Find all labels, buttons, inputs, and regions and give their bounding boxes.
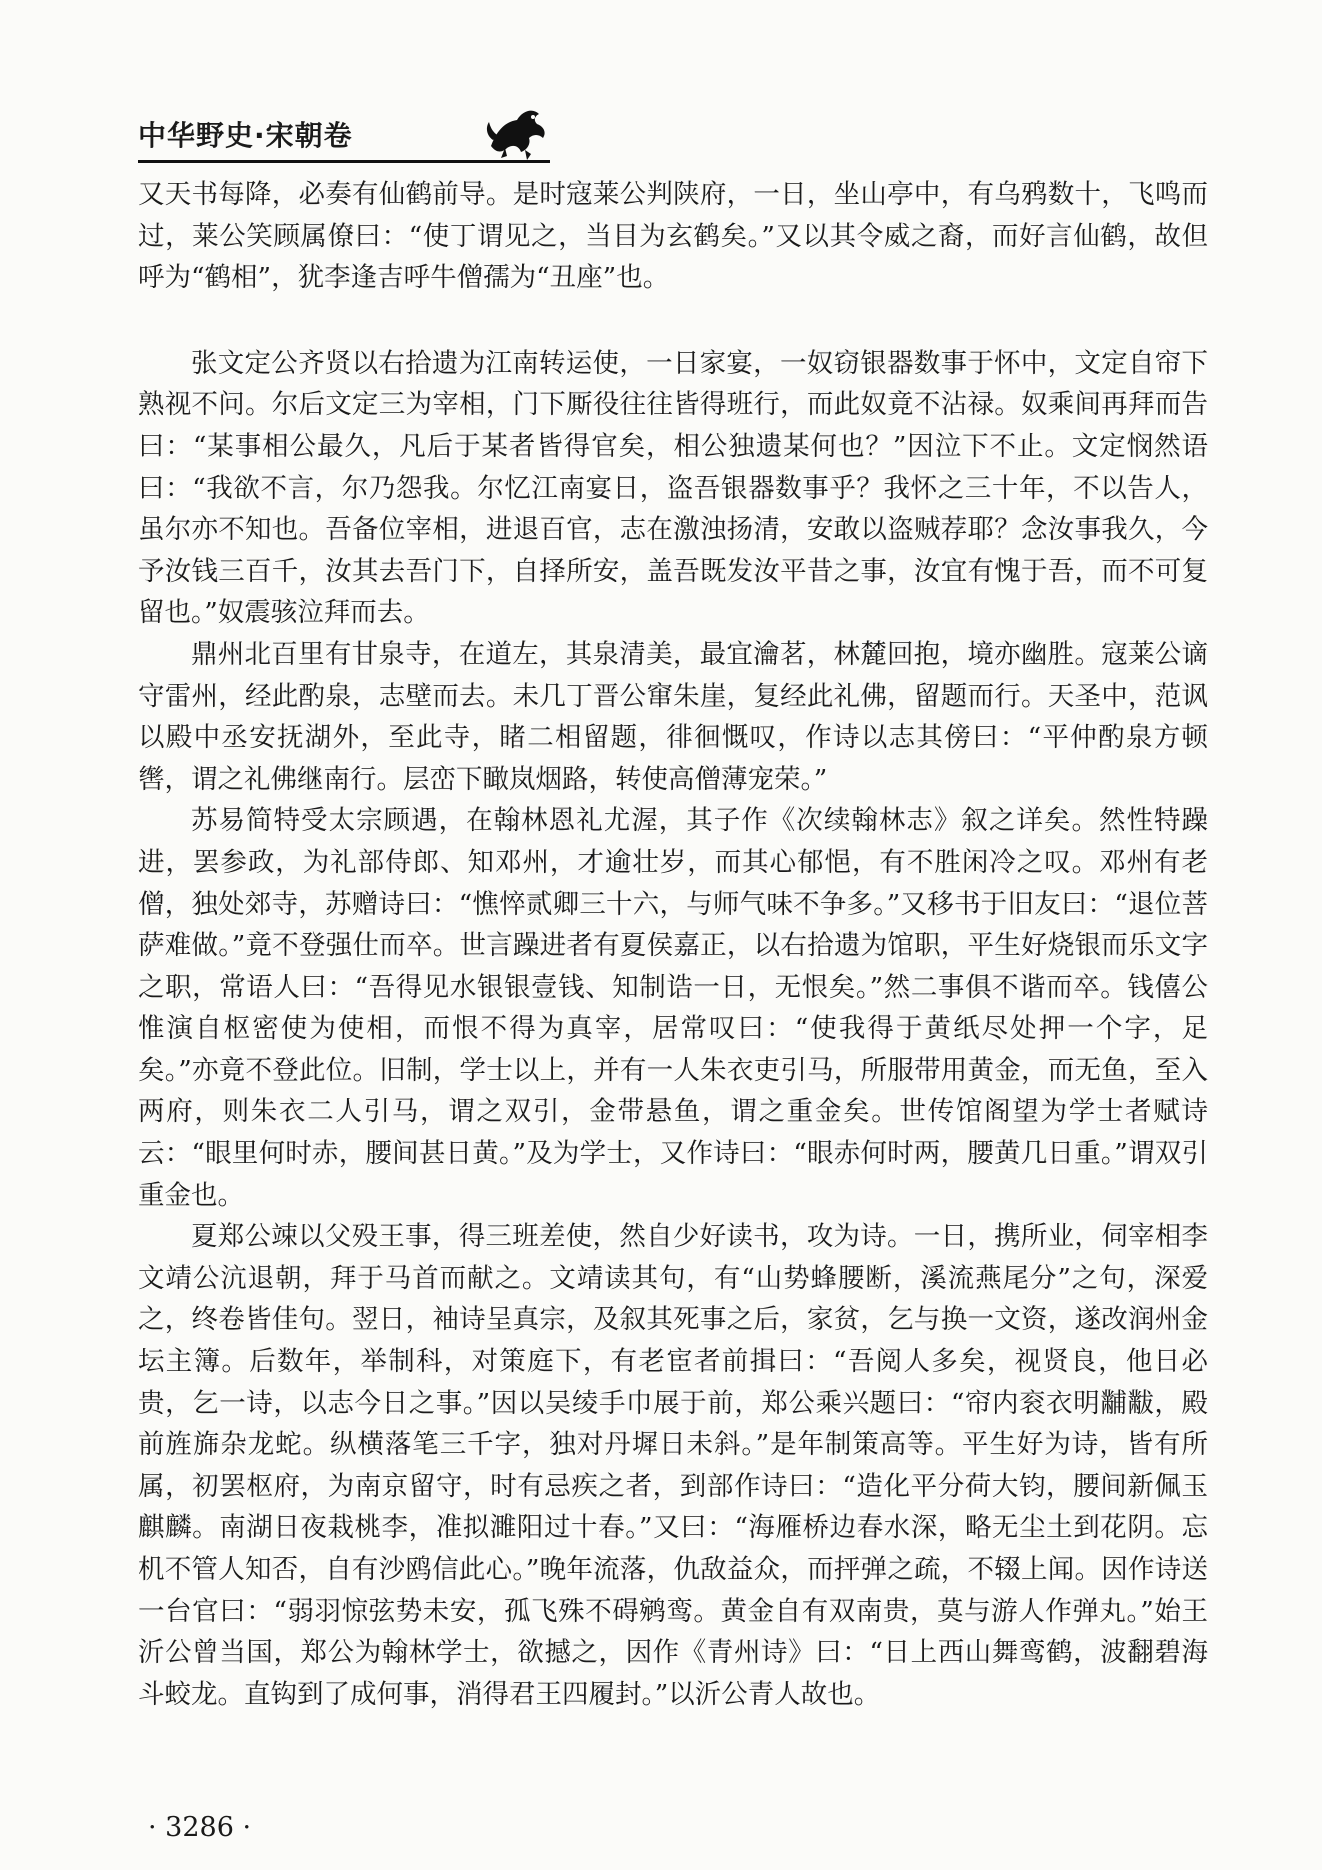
main-text xyxy=(138,174,1208,1715)
paragraph: 又天书每降，必奏有仙鹤前导。是时寇莱公判陕府，一日，坐山亭中，有乌鸦数十，飞鸣而过，莱公笑顾属僚曰：“使丁谓见之，当目为玄鹤矣。”又以其令威之裔，而好言仙鹤，故但呼为“鹤相”，犹李逢吉呼牛僧孺为“丑座”也。 xyxy=(138,179,1208,294)
qilin-emblem-icon xyxy=(483,100,553,160)
paragraph: 鼎州北百里有甘泉寺，在道左，其泉清美，最宜瀹茗，林麓回抱，境亦幽胜。寇莱公谪守雷州，经此酌泉，志壁而去。未几丁晋公窜朱崖，复经此礼佛，留题而行。天圣中，范讽以殿中丞安抚湖外，至此寺，睹二相留题，徘徊慨叹，作诗以志其傍曰：“平仲酌泉方顿辔，谓之礼佛继南行。层峦下瞰岚烟路，转使高僧薄宠荣。” xyxy=(138,638,1208,795)
running-header xyxy=(138,100,558,166)
paragraph: 夏郑公竦以父殁王事，得三班差使，然自少好读书，攻为诗。一日，携所业，伺宰相李文靖公沆退朝，拜于马首而献之。文靖读其句，有“山势蜂腰断，溪流燕尾分”之句，深爱之，终卷皆佳句。翌日，袖诗呈真宗，及叙其死事之后，家贫，乞与换一文资，遂改润州金坛主簿。后数年，举制科，对策庭下，有老宦者前揖曰：“吾阅人多矣，视贤良，他日必贵，乞一诗，以志今日之事。”因以吴绫手巾展于前，郑公乘兴题曰：“帘内衮衣明黼黻，殿前旌旆杂龙蛇。纵横落笔三千字，独对丹墀日未斜。”是年制策高等。平生好为诗，皆有所属，初罢枢府，为南京留守，时有忌疾之者，到部作诗曰：“造化平分荷大钧，腰间新佩玉麒麟。南湖日夜栽桃李，准拟濉阳过十春。”又曰：“海雁桥边春水深，略无尘土到花阴。忘机不管人知否，自有沙鸥信此心。”晚年流落，仇敌益众，而抨弹之疏，不辍上闻。因作诗送一台官曰：“弱羽惊弦势未安，孤飞殊不碍鹓鸾。黄金自有双南贵，莫与游人作弹丸。”始王沂公曾当国，郑公为翰林学士，欲撼之，因作《青州诗》曰：“日上西山舞鸾鹤，波翻碧海斗蛟龙。直钩到了成何事，消得君王四履封。”以沂公青人故也。 xyxy=(138,1221,1208,1710)
paragraph: 苏易简特受太宗顾遇，在翰林恩礼尤渥，其子作《次续翰林志》叙之详矣。然性特躁进，罢参政，为礼部侍郎、知邓州，才逾壮岁，而其心郁悒，有不胜闲冷之叹。邓州有老僧，独处郊寺，苏赠诗曰：“憔悴贰卿三十六，与师气味不争多。”又移书于旧友曰：“退位菩萨难做。”竟不登强仕而卒。世言躁进者有夏侯嘉正，以右拾遗为馆职，平生好烧银而乐文字之职，常语人曰：“吾得见水银银壹钱、知制诰一日，无恨矣。”然二事俱不谐而卒。钱僖公惟演自枢密使为使相，而恨不得为真宰，居常叹曰：“使我得于黄纸尽处押一个字，足矣。”亦竟不登此位。旧制，学士以上，并有一人朱衣吏引马，所服带用黄金，而无鱼，至入两府，则朱衣二人引马，谓之双引，金带悬鱼，谓之重金矣。世传馆阁望为学士者赋诗云：“眼里何时赤，腰间甚日黄。”及为学士，又作诗曰：“眼赤何时两，腰黄几日重。”谓双引重金也。 xyxy=(138,805,1208,1211)
book-title: 中华野史·宋朝卷 xyxy=(138,119,353,152)
header-rule xyxy=(138,160,550,163)
paragraph: 张文定公齐贤以右拾遗为江南转运使，一日家宴，一奴窃银器数事于怀中，文定自帘下熟视不问。尔后文定三为宰相，门下厮役往往皆得班行，而此奴竟不沾禄。奴乘间再拜而告曰：“某事相公最久，凡后于某者皆得官矣，相公独遗某何也？”因泣下不止。文定悯然语曰：“我欲不言，尔乃怨我。尔忆江南宴日，盗吾银器数事乎？我怀之三十年，不以告人，虽尔亦不知也。吾备位宰相，进退百官，志在激浊扬清，安敢以盗贼荐耶？念汝事我久，今予汝钱三百千，汝其去吾门下，自择所安，盖吾既发汝平昔之事，汝宜有愧于吾，而不可复留也。”奴震骇泣拜而去。 xyxy=(138,347,1208,629)
page-number: · 3286 · xyxy=(148,1812,252,1843)
section-gap xyxy=(138,299,1208,343)
